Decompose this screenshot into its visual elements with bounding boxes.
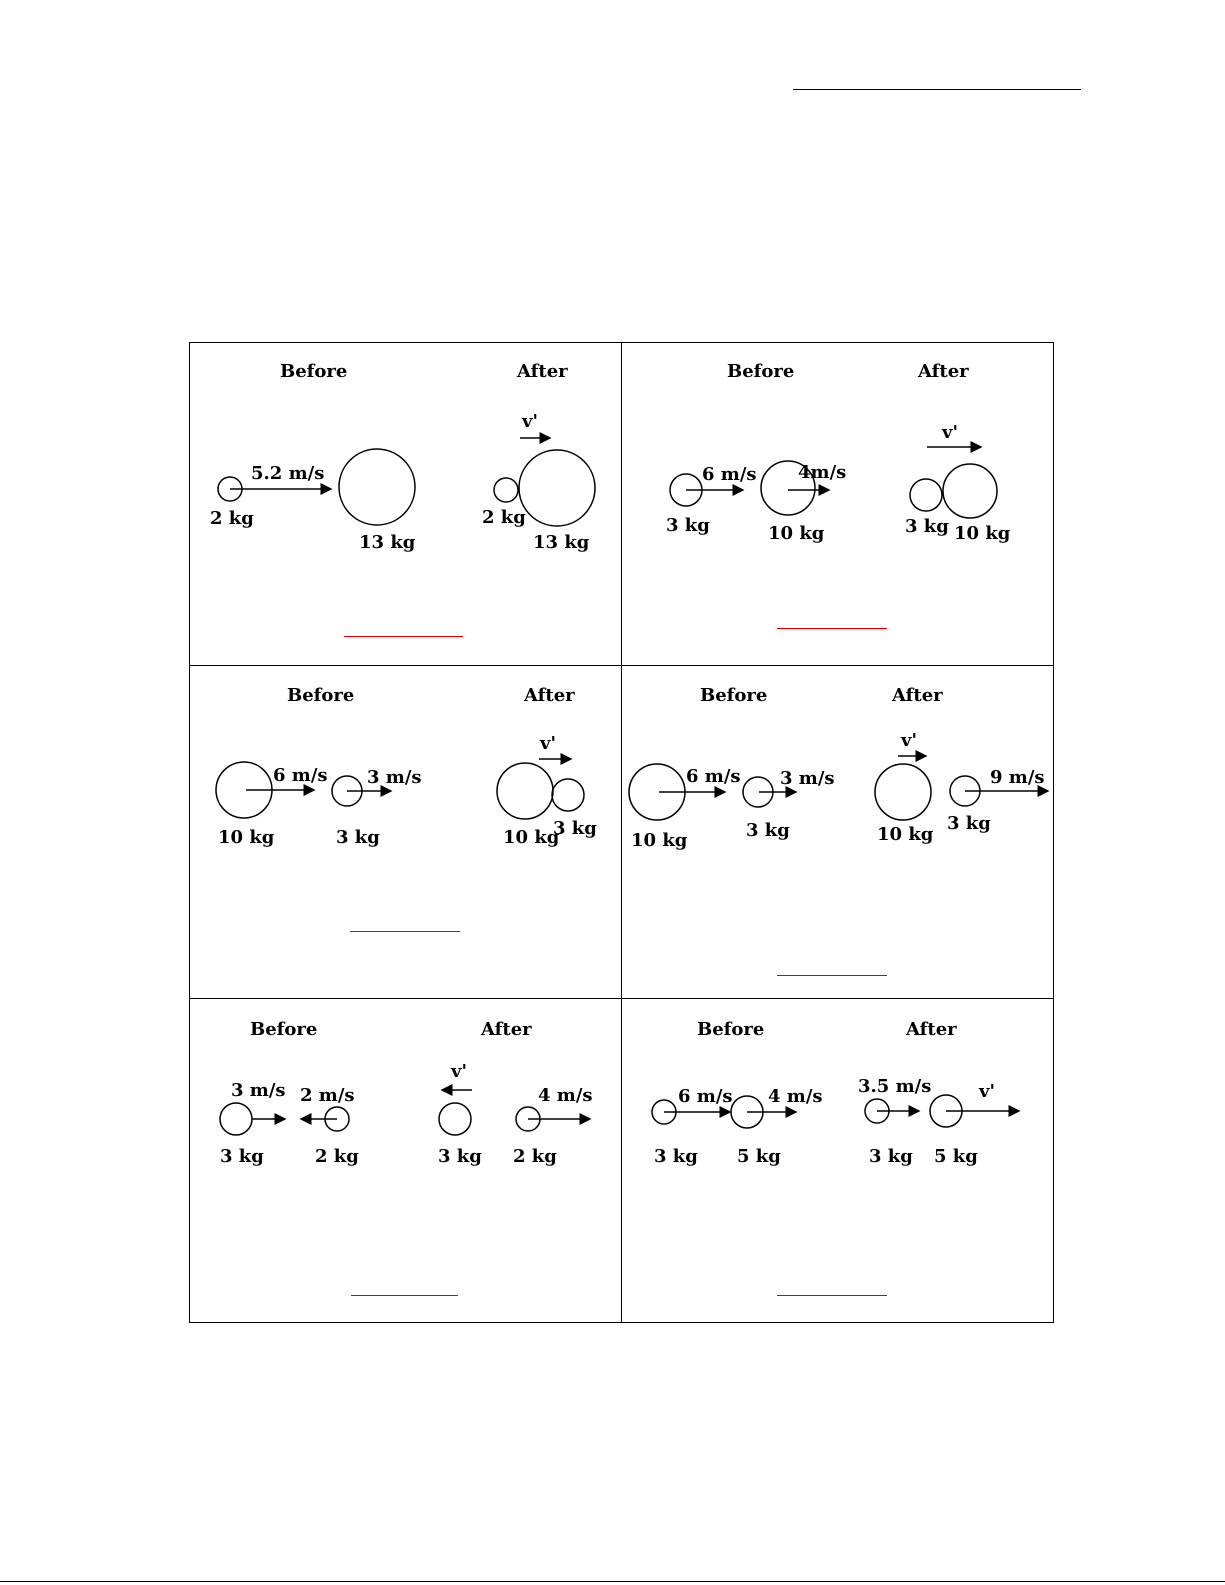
before-heading: Before bbox=[287, 685, 355, 706]
mass-label: 10 kg bbox=[954, 523, 1011, 544]
mass-label: 3 kg bbox=[746, 820, 790, 841]
ball-medium bbox=[943, 464, 997, 518]
name-blank-line bbox=[793, 89, 1081, 90]
velocity-label: 4m/s bbox=[798, 462, 847, 483]
mass-label: 10 kg bbox=[631, 830, 688, 851]
answer-line bbox=[777, 1295, 887, 1296]
ball-small bbox=[494, 478, 518, 502]
answer-line bbox=[777, 628, 887, 629]
velocity-label: 3.5 m/s bbox=[858, 1076, 932, 1097]
velocity-label: 6 m/s bbox=[273, 765, 328, 786]
mass-label: 2 kg bbox=[482, 507, 526, 528]
mass-label: 13 kg bbox=[359, 532, 416, 553]
before-heading: Before bbox=[280, 361, 348, 382]
velocity-label: 6 m/s bbox=[686, 766, 741, 787]
mass-label: 3 kg bbox=[336, 827, 380, 848]
problem-1-panel bbox=[190, 343, 621, 665]
velocity-label: 3 m/s bbox=[780, 768, 835, 789]
mass-label: 3 kg bbox=[654, 1146, 698, 1167]
before-heading: Before bbox=[700, 685, 768, 706]
ball-large bbox=[497, 763, 553, 819]
v-prime-label: v' bbox=[942, 422, 958, 443]
velocity-label: 9 m/s bbox=[990, 767, 1045, 788]
mass-label: 10 kg bbox=[503, 827, 560, 848]
ball-large bbox=[339, 449, 415, 525]
before-heading: Before bbox=[727, 361, 795, 382]
after-heading: After bbox=[481, 1019, 532, 1040]
ball-large bbox=[519, 450, 595, 526]
mass-label: 3 kg bbox=[869, 1146, 913, 1167]
velocity-label: 2 m/s bbox=[300, 1085, 355, 1106]
v-prime-label: v' bbox=[451, 1061, 467, 1082]
after-heading: After bbox=[892, 685, 943, 706]
v-prime-label: v' bbox=[540, 733, 556, 754]
collision-problems-grid bbox=[189, 342, 1054, 1323]
mass-label: 10 kg bbox=[218, 827, 275, 848]
ball-small bbox=[220, 1103, 252, 1135]
before-heading: Before bbox=[250, 1019, 318, 1040]
velocity-label: 4 m/s bbox=[538, 1085, 593, 1106]
answer-line bbox=[350, 931, 460, 932]
problem-3-panel bbox=[190, 666, 621, 998]
mass-label: 5 kg bbox=[737, 1146, 781, 1167]
page-bottom-rule bbox=[0, 1581, 1225, 1582]
ball-small bbox=[552, 779, 584, 811]
before-heading: Before bbox=[697, 1019, 765, 1040]
mass-label: 13 kg bbox=[533, 532, 590, 553]
ball-small bbox=[439, 1103, 471, 1135]
v-prime-label: v' bbox=[522, 411, 538, 432]
problem-6-panel bbox=[622, 999, 1053, 1322]
answer-line bbox=[351, 1295, 458, 1296]
ball-small bbox=[910, 479, 942, 511]
problem-5-panel bbox=[190, 999, 621, 1322]
after-heading: After bbox=[918, 361, 969, 382]
problem-4-panel bbox=[622, 666, 1053, 998]
mass-label: 3 kg bbox=[947, 813, 991, 834]
mass-label: 3 kg bbox=[666, 515, 710, 536]
mass-label: 3 kg bbox=[438, 1146, 482, 1167]
after-heading: After bbox=[517, 361, 568, 382]
mass-label: 3 kg bbox=[905, 516, 949, 537]
v-prime-label: v' bbox=[901, 730, 917, 751]
answer-line bbox=[777, 975, 887, 976]
mass-label: 3 kg bbox=[220, 1146, 264, 1167]
after-heading: After bbox=[906, 1019, 957, 1040]
v-prime-label: v' bbox=[979, 1081, 995, 1102]
mass-label: 10 kg bbox=[768, 523, 825, 544]
ball-large bbox=[875, 764, 931, 820]
velocity-label: 3 m/s bbox=[367, 767, 422, 788]
after-heading: After bbox=[524, 685, 575, 706]
answer-line bbox=[344, 636, 463, 637]
problem-2-panel bbox=[622, 343, 1053, 665]
velocity-label: 6 m/s bbox=[678, 1086, 733, 1107]
mass-label: 2 kg bbox=[210, 508, 254, 529]
mass-label: 3 kg bbox=[553, 818, 597, 839]
velocity-label: 5.2 m/s bbox=[251, 463, 325, 484]
velocity-label: 4 m/s bbox=[768, 1086, 823, 1107]
mass-label: 2 kg bbox=[513, 1146, 557, 1167]
mass-label: 2 kg bbox=[315, 1146, 359, 1167]
mass-label: 10 kg bbox=[877, 824, 934, 845]
mass-label: 5 kg bbox=[934, 1146, 978, 1167]
velocity-label: 6 m/s bbox=[702, 464, 757, 485]
velocity-label: 3 m/s bbox=[231, 1080, 286, 1101]
